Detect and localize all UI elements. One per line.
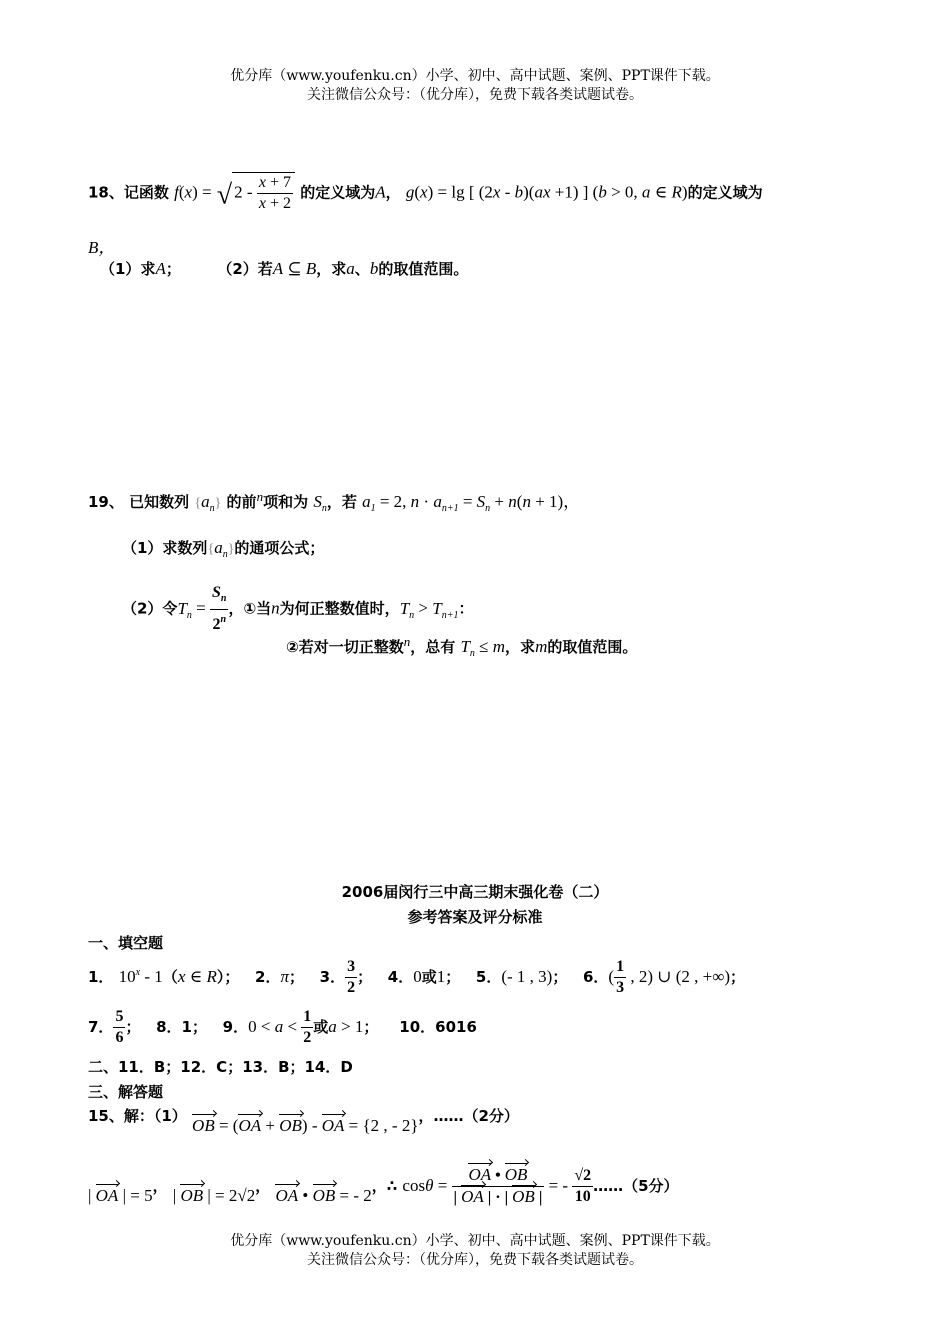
- answer-15-line-1: 15、解：（1） OB = (OA + OB) - OA = {2 , - 2}，……（2分）: [88, 1107, 519, 1135]
- q18-set-b: B，: [88, 238, 116, 257]
- answer-7-label: 7．: [88, 1018, 114, 1036]
- answer-9-label: 9．: [222, 1018, 249, 1036]
- answer-8: 8．1；: [156, 1018, 207, 1036]
- q18-parts: （1）求A； （2）若A ⊆ B，求a、b的取值范围。: [100, 259, 469, 278]
- q19-part1-end: 的通项公式；: [234, 539, 325, 557]
- answer-2-label: 2．: [255, 968, 281, 986]
- answers-row-2: 7． $\frac{5}{6}$ ； 8．1； 9．0 < a < $\frac{1}{2}$ 或a > 1； 10．6016: [88, 1008, 477, 1046]
- q19-part3-end: 的取值范围。: [547, 638, 638, 656]
- q19-part2-mid2: 为何正整数值时，: [279, 599, 400, 618]
- q19-part2-mid: ，①当: [228, 599, 272, 618]
- q18-sqrt-expression: 2 - $\frac{x + 7}{x + 2}$: [232, 172, 295, 214]
- q18-function-g: g: [405, 182, 415, 202]
- answer-10: 10．6016: [399, 1018, 477, 1036]
- q18-text-domain-b: 的定义域为: [687, 183, 763, 202]
- q18-part1-end: ；: [165, 260, 181, 278]
- answers-row-1: 1． 10$^x$ - 1（x ∈ R）； 2．π； 3． $\frac{3}{2}$ ； 4．0或1； 5．(- 1 , 3)； 6．( $\frac{1}{3}$ , 2) ∪ (2 , +∞)；: [88, 958, 746, 996]
- q19-part1: （1）求数列$\{a_n\}$的通项公式；: [122, 538, 325, 560]
- answer-6-label: 6．: [582, 968, 609, 986]
- answer-1-label: 1．: [88, 968, 114, 986]
- header-line-1: 优分库（www.youfenku.cn）小学、初中、高中试题、案例、PPT课件下载。: [230, 68, 720, 84]
- q19-part3-label: ②若对一切正整数: [286, 638, 404, 656]
- q18-part1-label: （1）求: [100, 260, 156, 278]
- answers-subtitle: 参考答案及评分标准: [407, 908, 543, 926]
- answers-title: 2006届闵行三中高三期末强化卷（二）: [341, 883, 609, 901]
- answer-15-score-2: ……（5分）: [593, 1177, 679, 1195]
- q19-text-if: ，若: [326, 493, 357, 511]
- header-line-2: 关注微信公众号：（优分库），免费下载各类试题试卷。: [307, 87, 643, 103]
- q19-part3-mid2: ，求: [505, 638, 536, 656]
- answer-3-label: 3．: [319, 968, 346, 986]
- q19-part1-label: （1）求数列: [122, 539, 208, 557]
- answer-15-score-1: ，……（2分）: [418, 1107, 519, 1125]
- q18-line-1: 18、记函数 f(x) = √ 2 - $\frac{x + 7}{x + 2}$ 的定义域为A， g(x) = lg [ (2x - b)(ax +1) ] (b > 0, a ∈ R)的定义域为: [88, 174, 763, 212]
- answer-15-therefore: ，∴: [371, 1177, 398, 1195]
- section-fill-blank: 一、填空题: [88, 934, 164, 952]
- answer-15-line-2: | OA | = 5， | OB | = 2√2， OA • OB = - 2，∴ cosθ = $\frac{OA • OB}{| OA | \cdot | OB |}$ = - $\frac{√2}{10}$ ……（5分）: [88, 1165, 679, 1206]
- q18-comma: ，: [385, 183, 401, 202]
- q19-number: 19、 已知数列: [88, 493, 190, 511]
- section-solutions: 三、解答题: [88, 1083, 164, 1101]
- answer-9-or: 或: [313, 1018, 329, 1036]
- footer-line-2: 关注微信公众号：（优分库），免费下载各类试题试卷。: [307, 1252, 643, 1268]
- answer-5-label: 5．: [475, 968, 502, 986]
- q19-part3: ②若对一切正整数n，总有 $T_n \le m$，求m的取值范围。: [286, 634, 638, 659]
- answer-4-label: 4．: [387, 968, 414, 986]
- q19-part2-label: （2）令: [122, 599, 178, 618]
- answer-15-label: 15、解：（1）: [88, 1107, 187, 1125]
- q18-sep: 、: [354, 260, 370, 278]
- q19-line-1: 19、 已知数列 $\{a_n\}$ 的前n项和为 $S_n$，若 $a_1 = 2$, $n \cdot a_{n+1} = S_n + n(n + 1)$，: [88, 489, 581, 514]
- q19-part2: （2）令$T_n$ = $\frac{S_n}{2^n}$ ，①当n为何正整数值时，$T_n > T_{n+1}$：: [122, 584, 474, 633]
- q19-text-qian: 的前: [226, 493, 257, 511]
- section-choice: 二、11．B；12．C；13．B；14．D: [88, 1058, 353, 1076]
- footer-line-1: 优分库（www.youfenku.cn）小学、初中、高中试题、案例、PPT课件下载。: [230, 1233, 720, 1249]
- q18-text-domain-a: 的定义域为: [300, 183, 376, 202]
- answer-4-or: 或: [421, 968, 437, 986]
- q19-part2-end: ：: [458, 599, 474, 618]
- q18-part2-mid: ，求: [316, 260, 347, 278]
- q18-set-b-line: [88, 233, 115, 258]
- q18-part2-label: （2）若: [217, 260, 273, 278]
- q19-part3-mid: ，总有: [410, 638, 456, 656]
- q18-set-a: A: [375, 182, 386, 202]
- q19-text-sum: 项和为: [263, 493, 309, 511]
- q18-part2-end: 的取值范围。: [378, 260, 469, 278]
- q18-function-f: f: [174, 182, 179, 202]
- q18-number: 18、记函数: [88, 183, 169, 202]
